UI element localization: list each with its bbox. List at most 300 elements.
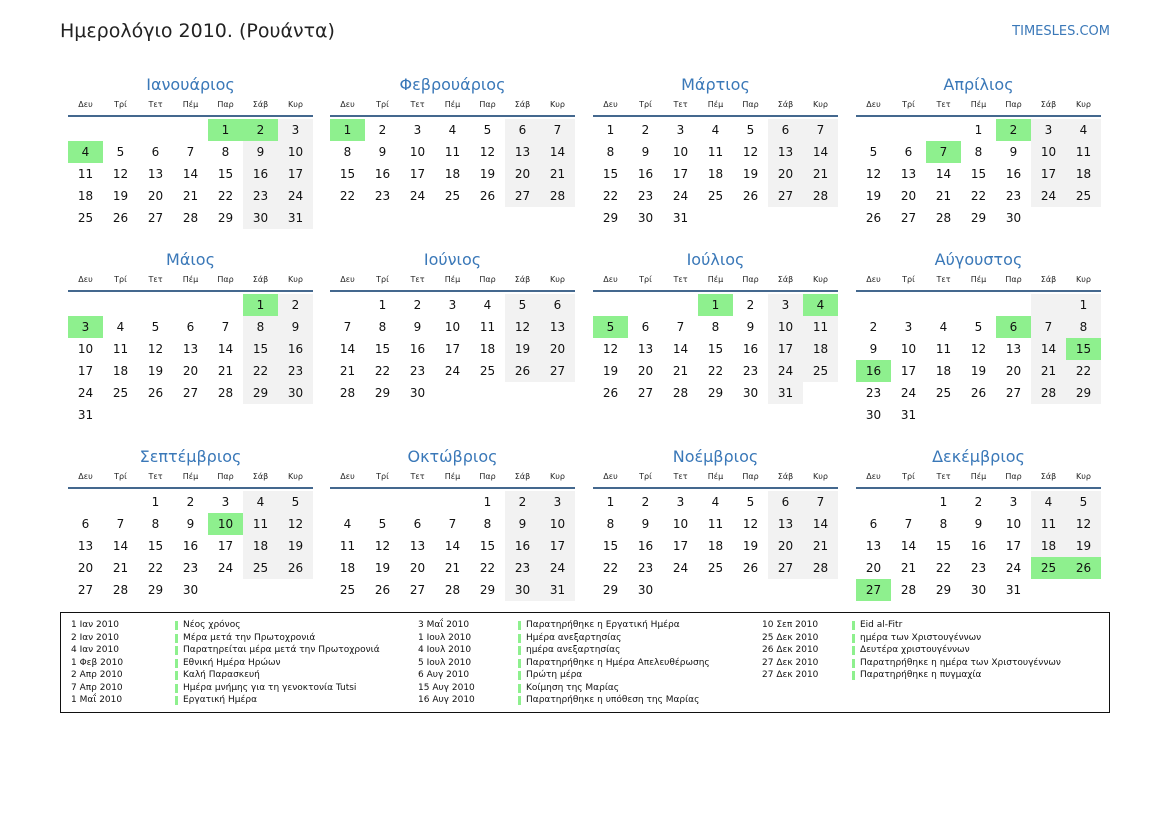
day-cell: 30	[865, 408, 882, 422]
day-cell: 23	[182, 561, 199, 575]
month-title: Ιανουάριος	[146, 75, 235, 94]
site-link[interactable]: TIMESLES.COM	[1012, 24, 1110, 39]
week-row	[68, 360, 313, 382]
week-row	[68, 338, 313, 360]
day-cell: 7	[904, 517, 913, 531]
weekday-label: Δευ	[340, 275, 355, 284]
week-row	[856, 185, 1101, 207]
day-cell: 24	[900, 386, 917, 400]
day-cell: 22	[339, 189, 356, 203]
day-cell: 11	[707, 145, 724, 159]
week-row	[330, 579, 575, 601]
legend-date: 1 Ιουλ 2010	[418, 632, 472, 643]
empty-cell	[365, 491, 400, 513]
month-title: Σεπτέμβριος	[139, 447, 242, 466]
weekday-label: Τετ	[410, 100, 425, 109]
weekday-label: Κυρ	[288, 275, 303, 284]
day-cell: 27	[505, 185, 540, 207]
week-row	[593, 294, 838, 316]
legend-item	[71, 619, 411, 632]
empty-cell	[926, 119, 961, 141]
day-cell: 27	[540, 360, 575, 382]
month-9	[68, 446, 313, 601]
day-cell: 7	[221, 320, 230, 334]
day-cell: 23	[865, 386, 882, 400]
day-cell: 2	[413, 298, 422, 312]
weekday-label: Τρί	[902, 100, 915, 109]
legend-item	[418, 644, 758, 657]
day-cell: 29	[243, 382, 278, 404]
day-cell: 21	[444, 561, 461, 575]
day-cell: 20	[505, 163, 540, 185]
day-cell: 1	[151, 495, 160, 509]
empty-cell	[768, 579, 803, 601]
day-cell: 24	[217, 561, 234, 575]
legend-date: 5 Ιουλ 2010	[418, 657, 472, 668]
legend-color-bar	[175, 684, 178, 693]
day-cell: 17	[77, 364, 94, 378]
legend-date: 3 Μαΐ 2010	[418, 620, 470, 630]
day-cell: 29	[935, 583, 952, 597]
empty-cell	[208, 294, 243, 316]
month-6	[330, 249, 575, 404]
weekday-label: Κυρ	[1076, 100, 1091, 109]
empty-cell	[891, 491, 926, 513]
day-cell: 13	[505, 141, 540, 163]
day-cell: 14	[112, 539, 129, 553]
day-cell: 14	[672, 342, 689, 356]
weekday-label: Τρί	[376, 275, 389, 284]
day-cell: 28	[217, 386, 234, 400]
day-cell: 26	[970, 386, 987, 400]
day-cell: 6	[505, 119, 540, 141]
day-cell: 31	[672, 211, 689, 225]
month-title: Μάρτιος	[681, 75, 750, 94]
day-cell: 5	[378, 517, 387, 531]
day-cell: 15	[602, 539, 619, 553]
day-cell: 6	[413, 517, 422, 531]
weekday-label: Παρ	[217, 472, 234, 481]
empty-cell	[1066, 207, 1101, 229]
week-row	[330, 141, 575, 163]
day-cell: 8	[711, 320, 720, 334]
day-cell: 13	[768, 141, 803, 163]
legend-color-bar	[175, 634, 178, 643]
day-cell: 22	[707, 364, 724, 378]
weekday-label: Κυρ	[813, 275, 828, 284]
week-row	[856, 316, 1101, 338]
day-cell: 22	[970, 189, 987, 203]
day-cell: 20	[182, 364, 199, 378]
month-10	[330, 446, 575, 601]
day-cell: 26	[742, 189, 759, 203]
day-cell: 16	[970, 539, 987, 553]
day-cell: 17	[768, 338, 803, 360]
day-cell: 25	[479, 364, 496, 378]
day-cell: 26	[147, 386, 164, 400]
day-cell: 21	[540, 163, 575, 185]
weekday-label: Σάβ	[514, 275, 531, 284]
day-cell: 27	[900, 211, 917, 225]
weekday-label: Τετ	[936, 100, 951, 109]
week-row	[593, 360, 838, 382]
weekday-label: Πέμ	[970, 275, 987, 284]
day-cell: 18	[1066, 163, 1101, 185]
day-cell: 20	[900, 189, 917, 203]
day-cell: 12	[742, 145, 759, 159]
legend-name: ημέρα των Χριστουγέννων	[860, 632, 982, 643]
day-cell: 25	[77, 211, 94, 225]
legend-name: Ημέρα ανεξαρτησίας	[526, 632, 622, 643]
empty-cell	[435, 491, 470, 513]
day-cell: 21	[803, 163, 838, 185]
day-cell: 16	[278, 338, 313, 360]
month-1	[68, 74, 313, 229]
week-row	[856, 579, 1101, 601]
day-cell: 28	[1031, 382, 1066, 404]
day-cell: 25	[1031, 557, 1066, 579]
day-cell: 23	[409, 364, 426, 378]
weekday-header	[330, 469, 575, 489]
weekday-label: Κυρ	[550, 472, 565, 481]
empty-cell	[733, 579, 768, 601]
day-cell: 12	[505, 316, 540, 338]
day-cell: 4	[243, 491, 278, 513]
day-cell: 3	[413, 123, 422, 137]
week-row	[68, 294, 313, 316]
day-cell: 18	[803, 338, 838, 360]
day-cell: 27	[409, 583, 426, 597]
week-row	[68, 491, 313, 513]
day-cell: 9	[505, 513, 540, 535]
day-cell: 20	[1005, 364, 1022, 378]
day-cell: 9	[413, 320, 422, 334]
day-cell: 3	[1009, 495, 1018, 509]
empty-cell	[891, 294, 926, 316]
week-row	[330, 338, 575, 360]
day-cell: 10	[409, 145, 426, 159]
weekday-label: Τρί	[114, 100, 127, 109]
week-row	[856, 119, 1101, 141]
day-cell: 17	[1005, 539, 1022, 553]
weekday-label: Τρί	[902, 472, 915, 481]
day-cell: 6	[540, 294, 575, 316]
day-cell: 12	[278, 513, 313, 535]
empty-cell	[540, 382, 575, 404]
weekday-label: Σάβ	[514, 472, 531, 481]
weekday-header	[593, 272, 838, 292]
week-row	[68, 141, 313, 163]
day-cell: 2	[641, 123, 650, 137]
day-cell: 10	[1031, 141, 1066, 163]
day-cell: 2	[746, 298, 755, 312]
day-cell: 14	[182, 167, 199, 181]
day-cell: 9	[869, 342, 878, 356]
day-cell: 7	[448, 517, 457, 531]
legend-name: Κοίμηση της Μαρίας	[526, 682, 620, 693]
month-2	[330, 74, 575, 207]
day-cell: 25	[444, 189, 461, 203]
day-cell: 30	[970, 583, 987, 597]
day-cell: 29	[217, 211, 234, 225]
day-cell: 3	[768, 294, 803, 316]
weekday-label: Κυρ	[288, 472, 303, 481]
day-cell: 14	[1031, 338, 1066, 360]
legend-column	[762, 619, 1102, 682]
day-cell: 11	[1031, 513, 1066, 535]
day-cell: 3	[676, 495, 685, 509]
day-cell: 13	[768, 513, 803, 535]
legend-date: 25 Δεκ 2010	[762, 632, 819, 643]
legend-color-bar	[175, 621, 178, 630]
day-cell: 4	[803, 294, 838, 316]
empty-cell	[173, 294, 208, 316]
day-cell: 7	[1031, 316, 1066, 338]
week-row	[330, 316, 575, 338]
month-title: Μάιος	[166, 250, 215, 269]
day-cell: 3	[68, 316, 103, 338]
day-cell: 21	[339, 364, 356, 378]
weekday-label: Παρ	[1005, 275, 1022, 284]
day-cell: 2	[278, 294, 313, 316]
day-cell: 27	[768, 557, 803, 579]
month-5	[68, 249, 313, 426]
day-cell: 15	[243, 338, 278, 360]
month-title: Νοέμβριος	[672, 447, 759, 466]
weekday-label: Τετ	[673, 100, 688, 109]
month-11	[593, 446, 838, 601]
legend-date: 16 Αυγ 2010	[418, 695, 475, 705]
day-cell: 14	[217, 342, 234, 356]
week-row	[593, 557, 838, 579]
weekday-label: Κυρ	[1076, 472, 1091, 481]
day-cell: 13	[637, 342, 654, 356]
day-cell: 30	[409, 386, 426, 400]
legend-name: Καλή Παρασκευή	[183, 670, 260, 680]
weekday-label: Τετ	[936, 472, 951, 481]
week-row	[856, 404, 1101, 426]
day-cell: 14	[444, 539, 461, 553]
day-cell: 11	[444, 145, 461, 159]
day-cell: 30	[182, 583, 199, 597]
day-cell: 22	[935, 561, 952, 575]
day-cell: 15	[935, 539, 952, 553]
weekday-label: Πέμ	[182, 275, 199, 284]
day-cell: 19	[112, 189, 129, 203]
day-cell: 6	[768, 119, 803, 141]
week-row	[68, 316, 313, 338]
legend-item	[762, 619, 1102, 632]
day-cell: 20	[865, 561, 882, 575]
weekday-label: Παρ	[479, 100, 496, 109]
month-3	[593, 74, 838, 229]
weekday-label: Δευ	[78, 472, 93, 481]
weekday-label: Κυρ	[813, 100, 828, 109]
day-cell: 26	[602, 386, 619, 400]
day-cell: 15	[374, 342, 391, 356]
legend-color-bar	[175, 646, 178, 655]
legend-color-bar	[518, 621, 521, 630]
weekday-label: Δευ	[866, 100, 881, 109]
legend-date: 4 Ιαν 2010	[71, 645, 119, 655]
day-cell: 6	[904, 145, 913, 159]
week-row	[593, 185, 838, 207]
day-cell: 14	[803, 141, 838, 163]
week-row	[593, 382, 838, 404]
day-cell: 1	[243, 294, 278, 316]
day-cell: 29	[707, 386, 724, 400]
day-cell: 25	[1066, 185, 1101, 207]
week-row	[330, 163, 575, 185]
day-cell: 1	[330, 119, 365, 141]
day-cell: 10	[1005, 517, 1022, 531]
day-cell: 5	[974, 320, 983, 334]
day-cell: 24	[444, 364, 461, 378]
day-cell: 13	[900, 167, 917, 181]
day-cell: 11	[77, 167, 94, 181]
week-row	[330, 119, 575, 141]
week-row	[593, 513, 838, 535]
day-cell: 4	[1066, 119, 1101, 141]
day-cell: 1	[939, 495, 948, 509]
day-cell: 5	[746, 495, 755, 509]
month-title: Ιούλιος	[686, 250, 745, 269]
month-title: Οκτώβριος	[407, 447, 498, 466]
day-cell: 5	[278, 491, 313, 513]
empty-cell	[961, 294, 996, 316]
day-cell: 15	[147, 539, 164, 553]
weekday-label: Πέμ	[707, 275, 724, 284]
day-cell: 28	[540, 185, 575, 207]
day-cell: 25	[707, 189, 724, 203]
day-cell: 18	[339, 561, 356, 575]
day-cell: 6	[81, 517, 90, 531]
empty-cell	[768, 207, 803, 229]
weekday-label: Πέμ	[182, 100, 199, 109]
legend-item	[762, 669, 1102, 682]
day-cell: 16	[374, 167, 391, 181]
day-cell: 17	[900, 364, 917, 378]
day-cell: 28	[803, 557, 838, 579]
weekday-label: Τρί	[376, 472, 389, 481]
empty-cell	[208, 404, 243, 426]
empty-cell	[278, 404, 313, 426]
day-cell: 20	[637, 364, 654, 378]
legend-item	[418, 657, 758, 670]
day-cell: 4	[483, 298, 492, 312]
day-cell: 7	[540, 119, 575, 141]
week-row	[856, 491, 1101, 513]
day-cell: 4	[1031, 491, 1066, 513]
day-cell: 12	[1066, 513, 1101, 535]
day-cell: 8	[974, 145, 983, 159]
legend-name: Παρατηρήθηκε η ημέρα των Χριστουγέννων	[860, 657, 1061, 668]
legend-color-bar	[518, 671, 521, 680]
day-cell: 6	[869, 517, 878, 531]
legend-color-bar	[175, 671, 178, 680]
weekday-label: Σάβ	[777, 100, 794, 109]
weekday-label: Παρ	[217, 275, 234, 284]
legend-item	[418, 694, 758, 707]
day-cell: 21	[935, 189, 952, 203]
week-row	[593, 141, 838, 163]
day-cell: 25	[112, 386, 129, 400]
day-cell: 17	[278, 163, 313, 185]
legend-name: Εθνική Ημέρα Ηρώων	[183, 657, 281, 668]
weekday-label: Δευ	[340, 472, 355, 481]
day-cell: 14	[803, 513, 838, 535]
day-cell: 3	[278, 119, 313, 141]
day-cell: 8	[606, 145, 615, 159]
empty-cell	[103, 119, 138, 141]
empty-cell	[803, 382, 838, 404]
empty-cell	[138, 404, 173, 426]
day-cell: 26	[374, 583, 391, 597]
weekday-label: Τρί	[902, 275, 915, 284]
legend-name: Παρατηρήθηκε η υπόθεση της Μαρίας	[526, 695, 700, 705]
day-cell: 1	[974, 123, 983, 137]
day-cell: 21	[182, 189, 199, 203]
day-cell: 23	[742, 364, 759, 378]
day-cell: 2	[869, 320, 878, 334]
day-cell: 22	[374, 364, 391, 378]
day-cell: 11	[803, 316, 838, 338]
day-cell: 16	[1005, 167, 1022, 181]
day-cell: 11	[112, 342, 129, 356]
week-row	[593, 491, 838, 513]
day-cell: 13	[182, 342, 199, 356]
legend-color-bar	[518, 696, 521, 705]
day-cell: 4	[448, 123, 457, 137]
day-cell: 22	[217, 189, 234, 203]
day-cell: 5	[869, 145, 878, 159]
day-cell: 26	[1066, 557, 1101, 579]
month-4	[856, 74, 1101, 229]
day-cell: 30	[637, 583, 654, 597]
day-cell: 8	[1066, 316, 1101, 338]
empty-cell	[663, 579, 698, 601]
day-cell: 5	[746, 123, 755, 137]
day-cell: 9	[641, 145, 650, 159]
day-cell: 8	[221, 145, 230, 159]
day-cell: 24	[1031, 185, 1066, 207]
day-cell: 5	[483, 123, 492, 137]
day-cell: 27	[1005, 386, 1022, 400]
day-cell: 7	[116, 517, 125, 531]
day-cell: 23	[637, 561, 654, 575]
legend-color-bar	[852, 621, 855, 630]
legend-name: ημέρα ανεξαρτησίας	[526, 645, 621, 655]
weekday-label: Πέμ	[707, 472, 724, 481]
day-cell: 6	[768, 491, 803, 513]
empty-cell	[663, 294, 698, 316]
week-row	[330, 491, 575, 513]
legend-item	[71, 682, 411, 695]
day-cell: 5	[593, 316, 628, 338]
week-row	[856, 141, 1101, 163]
day-cell: 18	[1031, 535, 1066, 557]
day-cell: 18	[243, 535, 278, 557]
day-cell: 4	[68, 141, 103, 163]
empty-cell	[733, 207, 768, 229]
day-cell: 11	[243, 513, 278, 535]
empty-cell	[593, 294, 628, 316]
day-cell: 2	[186, 495, 195, 509]
day-cell: 14	[339, 342, 356, 356]
day-cell: 22	[147, 561, 164, 575]
legend-item	[71, 644, 411, 657]
legend-item	[71, 694, 411, 707]
